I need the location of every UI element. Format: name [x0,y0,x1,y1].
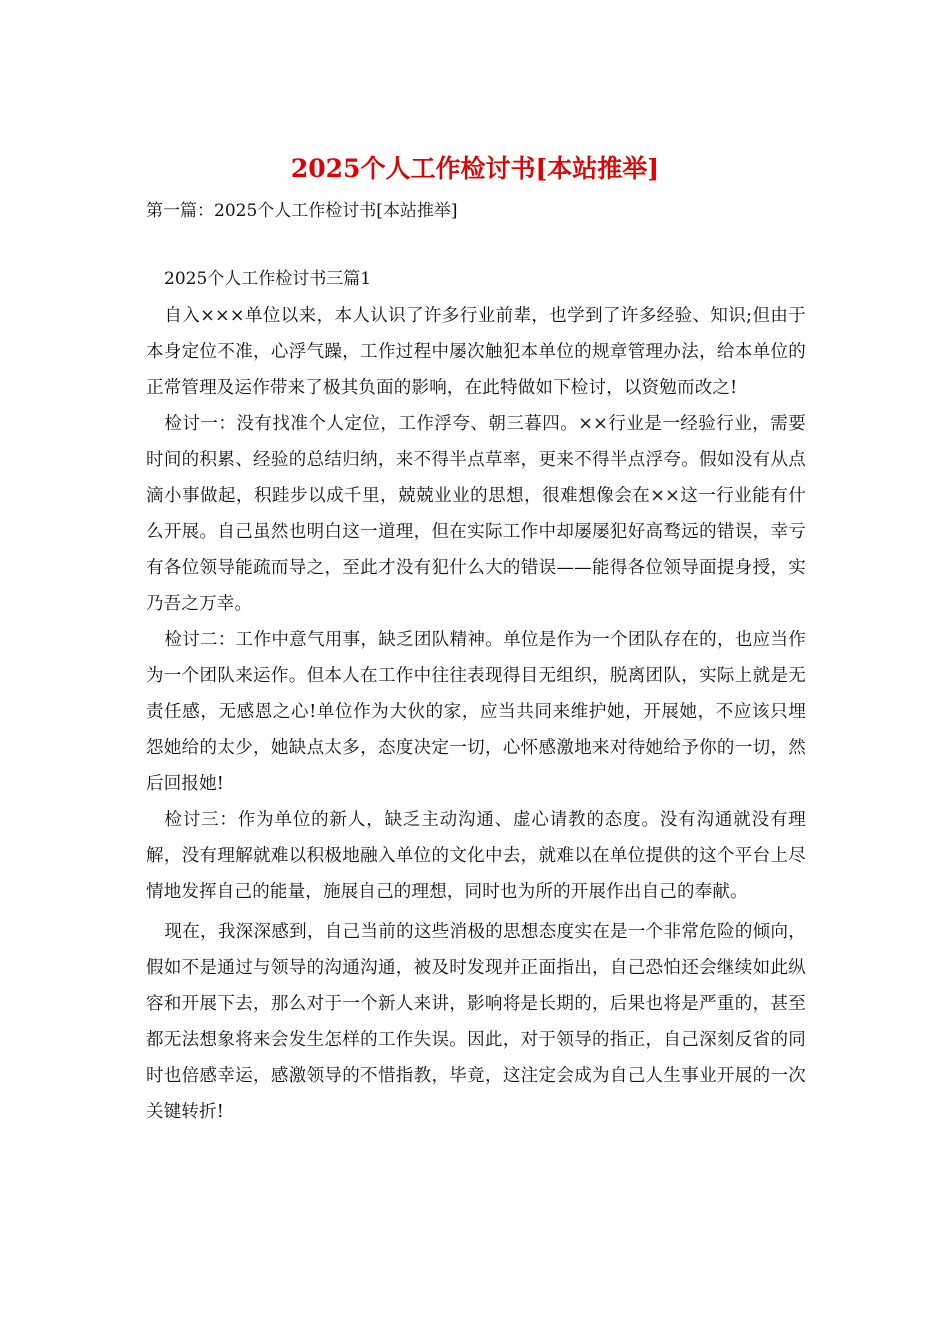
paragraph-review-one: 检讨一：没有找准个人定位，工作浮夸、朝三暮四。××行业是一经验行业，需要时间的积累、经验的总结归纳，来不得半点草率，更来不得半点浮夸。假如没有从点滴小事做起，积跬步以成千里，兢兢业业的思想，很难想像会在××这一行业能有什么开展。自己虽然也明白这一道理，但在实际工作中却屡屡犯好高骛远的错误，幸亏有各位领导能疏而导之，至此才没有犯什么大的错误——能得各位领导面提身授，实乃吾之万幸。 [146,414,806,614]
document-subtitle: 第一篇：2025个人工作检讨书[本站推举] [146,201,458,221]
paragraph-conclusion: 现在，我深深感到，自己当前的这些消极的思想态度实在是一个非常危险的倾向，假如不是通过与领导的沟通沟通，被及时发现并正面指出，自己恐怕还会继续如此纵容和开展下去，那么对于一个新人来讲，影响将是长期的，后果也将是严重的，甚至都无法想象将来会发生怎样的工作失误。因此，对于领导的指正，自己深刻反省的同时也倍感幸运，感激领导的不惜指教，毕竟，这注定会成为自己人生事业开展的一次关键转折! [146,922,806,1122]
paragraph-review-two: 检讨二：工作中意气用事，缺乏团队精神。单位是作为一个团队存在的，也应当作为一个团队来运作。但本人在工作中往往表现得目无组织，脱离团队，实际上就是无责任感，无感恩之心!单位作为大伙的家，应当共同来维护她，开展她，不应该只埋怨她给的太少，她缺点太多，态度决定一切，心怀感激地来对待她给予你的一切，然后回报她! [146,630,806,794]
document-title: 2025个人工作检讨书[本站推举] [290,154,660,183]
section-heading: 2025个人工作检讨书三篇1 [164,269,372,289]
paragraph-review-three: 检讨三：作为单位的新人，缺乏主动沟通、虚心请教的态度。没有沟通就没有理解，没有理解就难以积极地融入单位的文化中去，就难以在单位提供的这个平台上尽情地发挥自己的能量，施展自己的理想，同时也为所的开展作出自己的奉献。 [146,810,806,902]
document-body [146,298,806,1130]
paragraph-intro: 自入×××单位以来，本人认识了许多行业前辈，也学到了许多经验、知识;但由于本身定位不准，心浮气躁，工作过程中屡次触犯本单位的规章管理办法，给本单位的正常管理及运作带来了极其负面的影响，在此特做如下检讨，以资勉而改之! [146,306,806,398]
